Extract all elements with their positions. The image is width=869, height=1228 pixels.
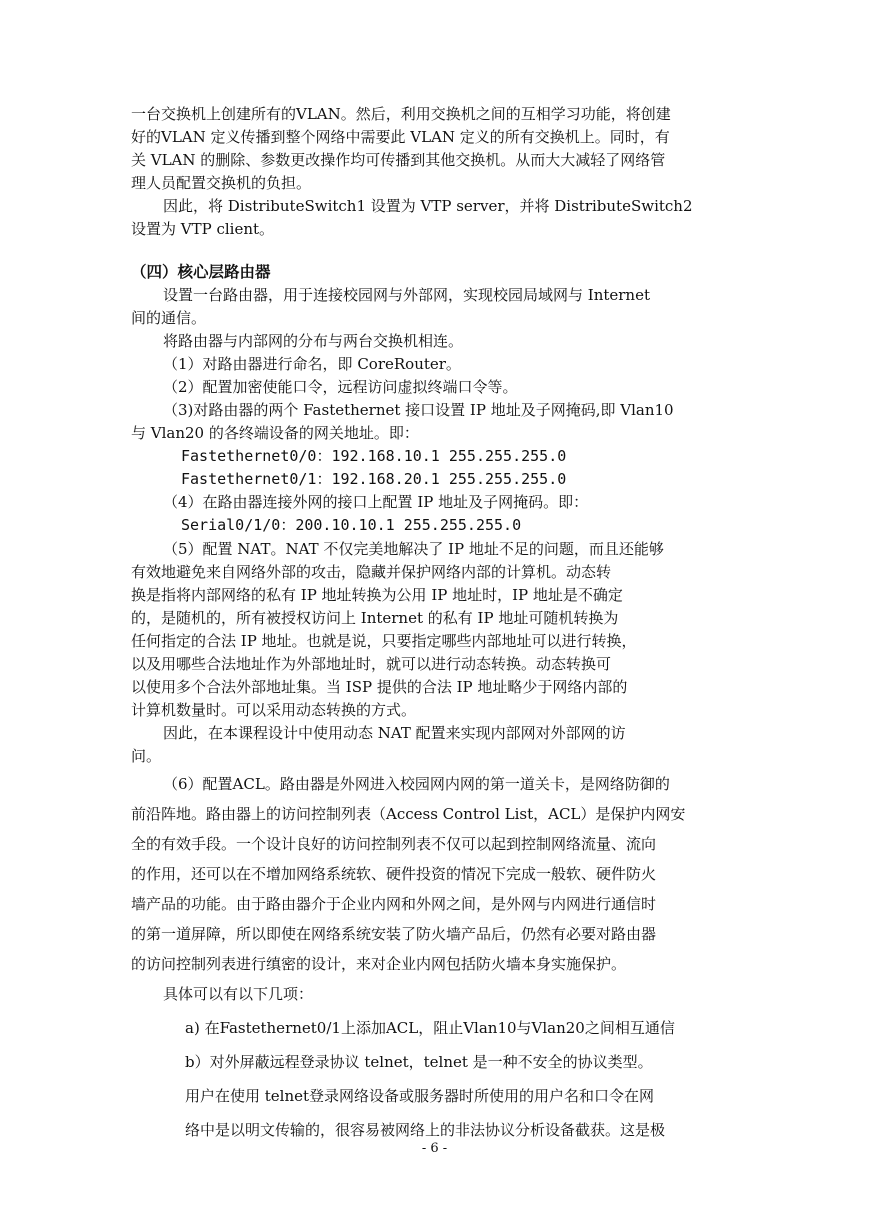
paragraph-line: 全的有效手段。一个设计良好的访问控制列表不仅可以起到控制网络流量、流向 <box>131 835 657 853</box>
paragraph-line: 理人员配置交换机的负担。 <box>131 174 312 192</box>
paragraph-line: 换是指将内部网络的私有 IP 地址转换为公用 IP 地址时，IP 地址是不确定 <box>131 586 623 604</box>
list-item: （5）配置 NAT。NAT 不仅完美地解决了 IP 地址不足的问题，而且还能够 <box>163 540 664 558</box>
paragraph-line: 络中是以明文传输的，很容易被网络上的非法协议分析设备截获。这是极 <box>185 1121 666 1139</box>
paragraph-line: 的第一道屏障，所以即使在网络系统安装了防火墙产品后，仍然有必要对路由器 <box>131 925 657 943</box>
paragraph-line: 墙产品的功能。由于路由器介于企业内网和外网之间，是外网与内网进行通信时 <box>131 895 657 913</box>
page-number: - 6 - <box>421 1141 448 1156</box>
paragraph-line: 因此，在本课程设计中使用动态 NAT 配置来实现内部网对外部网的访 <box>163 724 626 742</box>
list-item: （3)对路由器的两个 Fastethernet 接口设置 IP 地址及子网掩码,即 Vlan10 <box>163 401 674 419</box>
config-line: Serial0/1/0：200.10.10.1 255.255.255.0 <box>181 516 522 534</box>
section-heading: （四）核心层路由器 <box>131 263 271 281</box>
paragraph-line: 任何指定的合法 IP 地址。也就是说，只要指定哪些内部地址可以进行转换， <box>131 632 637 650</box>
paragraph-line: 一台交换机上创建所有的VLAN。然后，利用交换机之间的互相学习功能，将创建 <box>131 105 671 123</box>
paragraph-line: 的作用，还可以在不增加网络系统软、硬件投资的情况下完成一般软、硬件防火 <box>131 865 657 883</box>
paragraph-line: 的，是随机的，所有被授权访问上 Internet 的私有 IP 地址可随机转换为 <box>131 609 619 627</box>
paragraph-line: 问。 <box>131 747 162 765</box>
paragraph-line: 因此，将 DistributeSwitch1 设置为 VTP server，并将 DistributeSwitch2 <box>163 197 693 215</box>
list-item: a) 在Fastethernet0/1上添加ACL，阻止Vlan10与Vlan20之间相互通信 <box>185 1019 675 1037</box>
config-line: Fastethernet0/0：192.168.10.1 255.255.255.0 <box>181 447 567 465</box>
list-item: b）对外屏蔽远程登录协议 telnet，telnet 是一种不安全的协议类型。 <box>185 1053 653 1071</box>
paragraph-line: 关 VLAN 的删除、参数更改操作均可传播到其他交换机。从而大大减轻了网络管 <box>131 151 666 169</box>
paragraph-line: 以使用多个合法外部地址集。当 ISP 提供的合法 IP 地址略少于网络内部的 <box>131 678 628 696</box>
paragraph-line: 以及用哪些合法地址作为外部地址时，就可以进行动态转换。动态转换可 <box>131 655 612 673</box>
paragraph-line: 具体可以有以下几项： <box>163 985 314 1003</box>
paragraph-line: 计算机数量时。可以采用动态转换的方式。 <box>131 701 417 719</box>
paragraph-line: 将路由器与内部网的分布与两台交换机相连。 <box>163 332 464 350</box>
list-item: （4）在路由器连接外网的接口上配置 IP 地址及子网掩码。即： <box>163 493 589 511</box>
paragraph-line: 间的通信。 <box>131 309 207 327</box>
paragraph-line: 用户在使用 telnet登录网络设备或服务器时所使用的用户名和口令在网 <box>185 1087 655 1105</box>
config-line: Fastethernet0/1：192.168.20.1 255.255.255.0 <box>181 470 567 488</box>
list-item: （1）对路由器进行命名，即 CoreRouter。 <box>163 355 461 373</box>
paragraph-line: 前沿阵地。路由器上的访问控制列表（Access Control List，ACL）是保护内网安 <box>131 805 686 823</box>
paragraph-line: 设置一台路由器，用于连接校园网与外部网，实现校园局域网与 Internet <box>163 286 650 304</box>
list-item: （2）配置加密使能口令，远程访问虚拟终端口令等。 <box>163 378 518 396</box>
paragraph-line: 设置为 VTP client。 <box>131 220 275 238</box>
paragraph-line: 好的VLAN 定义传播到整个网络中需要此 VLAN 定义的所有交换机上。同时，有 <box>131 128 670 146</box>
paragraph-line: 有效地避免来自网络外部的攻击，隐藏并保护网络内部的计算机。动态转 <box>131 563 612 581</box>
list-item: （6）配置ACL。路由器是外网进入校园网内网的第一道关卡，是网络防御的 <box>163 775 670 793</box>
paragraph-line: 的访问控制列表进行缜密的设计，来对企业内网包括防火墙本身实施保护。 <box>131 955 627 973</box>
paragraph-line: 与 Vlan20 的各终端设备的网关地址。即： <box>131 424 419 442</box>
